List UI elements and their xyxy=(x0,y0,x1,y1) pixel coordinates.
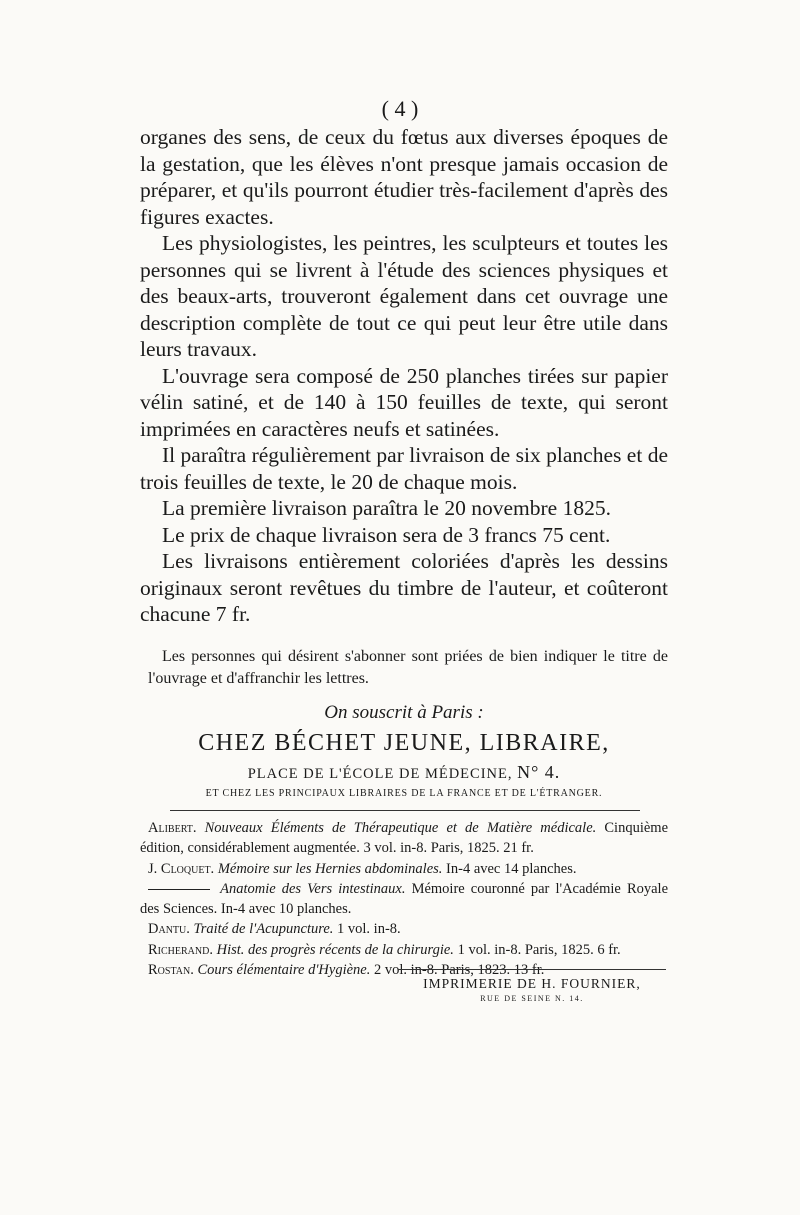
address-number: N° 4. xyxy=(517,762,561,782)
catalogue-entry xyxy=(140,879,668,920)
entry-author: J. Cloquet. xyxy=(148,860,215,877)
catalogue-list xyxy=(140,818,668,980)
catalogue-entry xyxy=(140,818,668,859)
subscription-notice xyxy=(148,646,668,690)
catalogue-entry xyxy=(140,919,668,939)
address-place: PLACE DE L'ÉCOLE DE MÉDECINE, xyxy=(247,766,513,782)
imprint-rule xyxy=(398,969,666,970)
entry-details: Mémoire couronné par l'Académie Royale des Sciences. In-4 avec 10 planches. xyxy=(140,880,669,918)
entry-details: 1 vol. in-8. xyxy=(337,921,401,938)
body-text xyxy=(140,124,668,628)
entry-title: Traité de l'Acupuncture. xyxy=(193,921,334,938)
paragraph-colored-issues: Les livraisons entièrement coloriées d'après les dessins originaux seront revêtues du timbre de l'auteur, et coûteront chacune 7 fr. xyxy=(140,549,668,626)
catalogue-entry xyxy=(140,859,668,879)
bookseller-name: CHEZ BÉCHET JEUNE, LIBRAIRE, xyxy=(198,730,610,756)
paragraph-first-issue: La première livraison paraîtra le 20 novembre 1825. xyxy=(162,496,611,520)
other-booksellers: ET CHEZ LES PRINCIPAUX LIBRAIRES DE LA FRANCE ET DE L'ÉTRANGER. xyxy=(205,788,603,799)
printer-address: RUE DE SEINE N. 14. xyxy=(480,994,584,1003)
entry-author: Richerand. xyxy=(148,941,213,958)
ditto-dash xyxy=(148,889,210,890)
printer-imprint: IMPRIMERIE DE H. FOURNIER, xyxy=(423,976,641,991)
subscribe-heading: On souscrit à Paris : xyxy=(324,702,484,723)
entry-title: Mémoire sur les Hernies abdominales. xyxy=(217,860,443,877)
divider-rule xyxy=(170,810,640,811)
paragraph-price: Le prix de chaque livraison sera de 3 francs 75 cent. xyxy=(162,522,611,547)
entry-details: In-4 avec 14 planches. xyxy=(446,860,577,877)
entry-title: Nouveaux Éléments de Thérapeutique et de Matière médicale. xyxy=(204,820,597,836)
paragraph-schedule: Il paraîtra régulièrement par livraison de six planches et de trois feuilles de texte, le 20 de chaque mois. xyxy=(140,443,668,494)
entry-author: Dantu. xyxy=(148,921,190,938)
entry-title: Anatomie des Vers intestinaux. xyxy=(220,880,406,897)
paragraph-composition: L'ouvrage sera composé de 250 planches tirées sur papier vélin satiné, et de 140 à 150 feuilles de texte, qui seront imprimées en caractères neufs et satinées. xyxy=(140,363,668,441)
entry-title: Hist. des progrès récents de la chirurgie. xyxy=(216,941,454,958)
entry-details: 1 vol. in-8. Paris, 1825. 6 fr. xyxy=(457,941,621,958)
catalogue-entry xyxy=(140,940,668,960)
paragraph-continuation: organes des sens, de ceux du fœtus aux diverses époques de la gestation, que les élèves n'ont presque jamais occasion de préparer, et qu'ils pourront étudier très-facilement d'après des figures exactes. xyxy=(140,125,668,229)
page-number: ( 4 ) xyxy=(381,96,419,121)
entry-details: Cinquième édition, considérablement augmentée. 3 vol. in-8. Paris, 1825. 21 fr. xyxy=(140,820,669,857)
notice-text: Les personnes qui désirent s'abonner sont priées de bien indiquer le titre de l'ouvrage et d'affranchir les lettres. xyxy=(148,648,668,687)
entry-author: Alibert. xyxy=(148,820,197,836)
entry-details: 2 vol. in-8. Paris, 1823. 13 fr. xyxy=(374,962,545,979)
entry-author: Rostan. xyxy=(148,962,194,979)
paragraph-physiologists: Les physiologistes, les peintres, les sculpteurs et toutes les personnes qui se livrent à l'étude des sciences physiques et des beaux-arts, trouveront également dans cet ouvrage une description complète de tout ce qui peut leur être utile dans leurs travaux. xyxy=(140,231,668,361)
entry-title: Cours élémentaire d'Hygiène. xyxy=(197,962,371,979)
bookseller-address xyxy=(140,762,668,783)
